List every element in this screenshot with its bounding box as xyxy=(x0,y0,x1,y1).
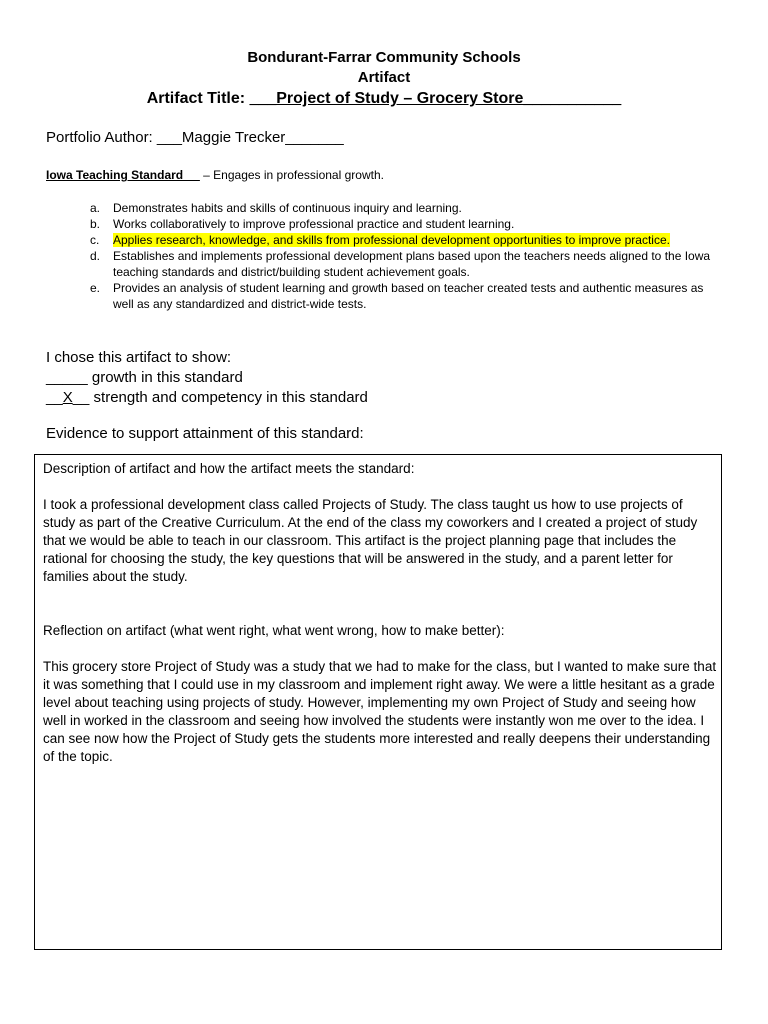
list-item-text: Works collaboratively to improve professional practice and student learning. xyxy=(113,217,515,231)
list-item xyxy=(90,200,720,216)
choice-intro: I chose this artifact to show: xyxy=(46,349,232,366)
artifact-title-label: Artifact Title: xyxy=(146,90,246,107)
choice-strength xyxy=(46,388,368,408)
criteria-list xyxy=(90,200,720,312)
highlighted-text: Applies research, knowledge, and skills from professional development opportunities to improve practice. xyxy=(113,233,670,247)
list-item-text: Provides an analysis of student learning and growth based on teacher created tests and authentic measures as well as any standardized and district-wide tests. xyxy=(113,281,704,311)
choice-strength-mark: X xyxy=(62,389,73,406)
teaching-standard xyxy=(46,168,384,182)
school-name: Bondurant-Farrar Community Schools xyxy=(247,49,521,66)
teaching-standard-label: Iowa Teaching Standard __ xyxy=(46,168,200,182)
artifact-choice xyxy=(46,348,368,408)
document-subtitle: Artifact xyxy=(357,69,411,86)
artifact-title-value: ___Project of Study – Grocery Store___________ xyxy=(249,90,622,107)
portfolio-author-value: ___Maggie Trecker_______ xyxy=(156,129,344,146)
list-item-text: Establishes and implements professional development plans based upon the teachers needs aligned to the Iowa teaching standards and district/building student achievement goals. xyxy=(113,249,711,279)
list-marker: e. xyxy=(90,281,101,295)
list-marker: b. xyxy=(90,217,101,231)
choice-strength-prefix: __ xyxy=(46,389,63,406)
list-marker: d. xyxy=(90,249,101,263)
evidence-box-content xyxy=(43,460,718,766)
list-item xyxy=(90,248,720,280)
artifact-title xyxy=(0,90,768,108)
list-item-highlighted xyxy=(90,232,720,248)
choice-growth: _____ growth in this standard xyxy=(46,369,243,386)
reflection-heading: Reflection on artifact (what went right, what went wrong, how to make better): xyxy=(43,623,505,638)
choice-strength-suffix: __ strength and competency in this standard xyxy=(72,389,368,406)
list-marker: c. xyxy=(90,233,100,247)
list-item-text: Demonstrates habits and skills of continuous inquiry and learning. xyxy=(113,201,462,215)
list-item xyxy=(90,216,720,232)
list-marker: a. xyxy=(90,201,101,215)
description-heading: Description of artifact and how the artifact meets the standard: xyxy=(43,461,415,476)
evidence-label: Evidence to support attainment of this standard: xyxy=(46,425,364,442)
reflection-body: This grocery store Project of Study was a study that we had to make for the class, but I wanted to make sure that it was something that I could use in my classroom and implement right away. We were a little hesitant as a grade level about teaching using projects of study. However, implementing my own Project of Study and seeing how well in worked in the classroom and seeing how involved the students were instantly won me over to the idea. I can see now how the Project of Study gets the students more interested and really deepens their understanding of the topic. xyxy=(43,659,717,764)
portfolio-author xyxy=(46,129,344,147)
list-item xyxy=(90,280,720,312)
portfolio-author-label: Portfolio Author: xyxy=(46,129,153,146)
description-body: I took a professional development class called Projects of Study. The class taught us how to use projects of study as part of the Creative Curriculum. At the end of the class my coworkers and I created a project of study that we would be able to teach in our classroom. This artifact is the project planning page that includes the rational for choosing the study, the key questions that will be answered in the study, and a parent letter for families about the study. xyxy=(43,497,698,584)
teaching-standard-text: – Engages in professional growth. xyxy=(203,168,384,182)
